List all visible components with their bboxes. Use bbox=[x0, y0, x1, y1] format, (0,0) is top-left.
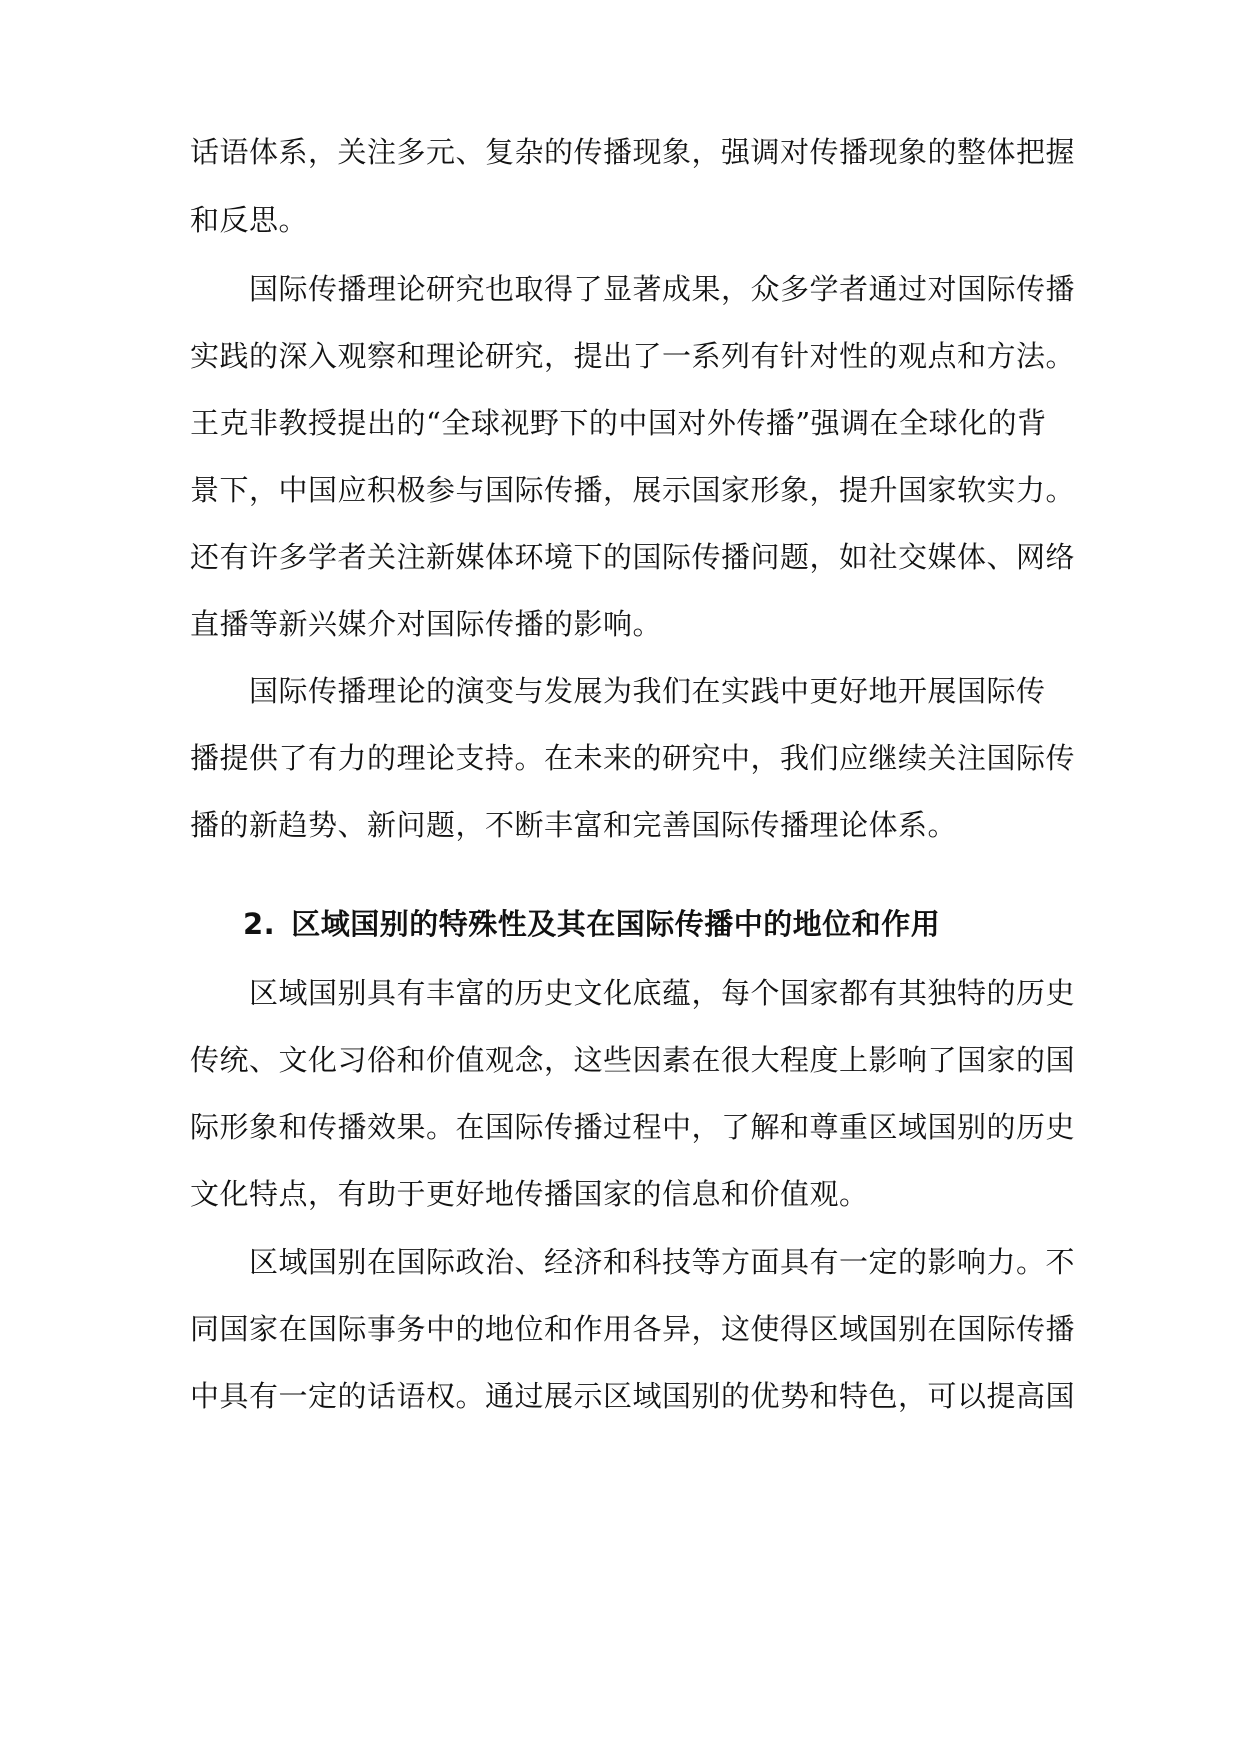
paragraph-line: 景下，中国应积极参与国际传播，展示国家形象，提升国家软实力。 bbox=[190, 473, 1076, 507]
paragraph-line: 区域国别具有丰富的历史文化底蕴，每个国家都有其独特的历史 bbox=[249, 976, 1076, 1010]
paragraph-line: 传统、文化习俗和价值观念，这些因素在很大程度上影响了国家的国 bbox=[190, 1043, 1076, 1077]
section-number: 2. bbox=[243, 907, 276, 941]
paragraph-line: 播的新趋势、新问题，不断丰富和完善国际传播理论体系。 bbox=[190, 808, 958, 842]
paragraph-line: 和反思。 bbox=[190, 203, 309, 237]
section-title: 区域国别的特殊性及其在国际传播中的地位和作用 bbox=[291, 907, 941, 941]
paragraph-line: 际形象和传播效果。在国际传播过程中，了解和尊重区域国别的历史 bbox=[190, 1110, 1076, 1144]
paragraph-line: 直播等新兴媒介对国际传播的影响。 bbox=[190, 607, 663, 641]
paragraph-line: 国际传播理论研究也取得了显著成果，众多学者通过对国际传播 bbox=[249, 272, 1076, 306]
paragraph-line: 话语体系，关注多元、复杂的传播现象，强调对传播现象的整体把握 bbox=[190, 135, 1076, 169]
paragraph-line: 播提供了有力的理论支持。在未来的研究中，我们应继续关注国际传 bbox=[190, 741, 1076, 775]
paragraph-line: 区域国别在国际政治、经济和科技等方面具有一定的影响力。不 bbox=[249, 1245, 1076, 1279]
paragraph-line: 王克非教授提出的“全球视野下的中国对外传播”强调在全球化的背 bbox=[190, 406, 1047, 440]
paragraph-line: 中具有一定的话语权。通过展示区域国别的优势和特色，可以提高国 bbox=[190, 1379, 1076, 1413]
paragraph-line: 实践的深入观察和理论研究，提出了一系列有针对性的观点和方法。 bbox=[190, 339, 1076, 373]
paragraph-line: 文化特点，有助于更好地传播国家的信息和价值观。 bbox=[190, 1177, 869, 1211]
paragraph-line: 同国家在国际事务中的地位和作用各异，这使得区域国别在国际传播 bbox=[190, 1312, 1076, 1346]
section-heading bbox=[243, 902, 1063, 946]
paragraph-line: 国际传播理论的演变与发展为我们在实践中更好地开展国际传 bbox=[249, 674, 1046, 708]
paragraph-line: 还有许多学者关注新媒体环境下的国际传播问题，如社交媒体、网络 bbox=[190, 540, 1076, 574]
